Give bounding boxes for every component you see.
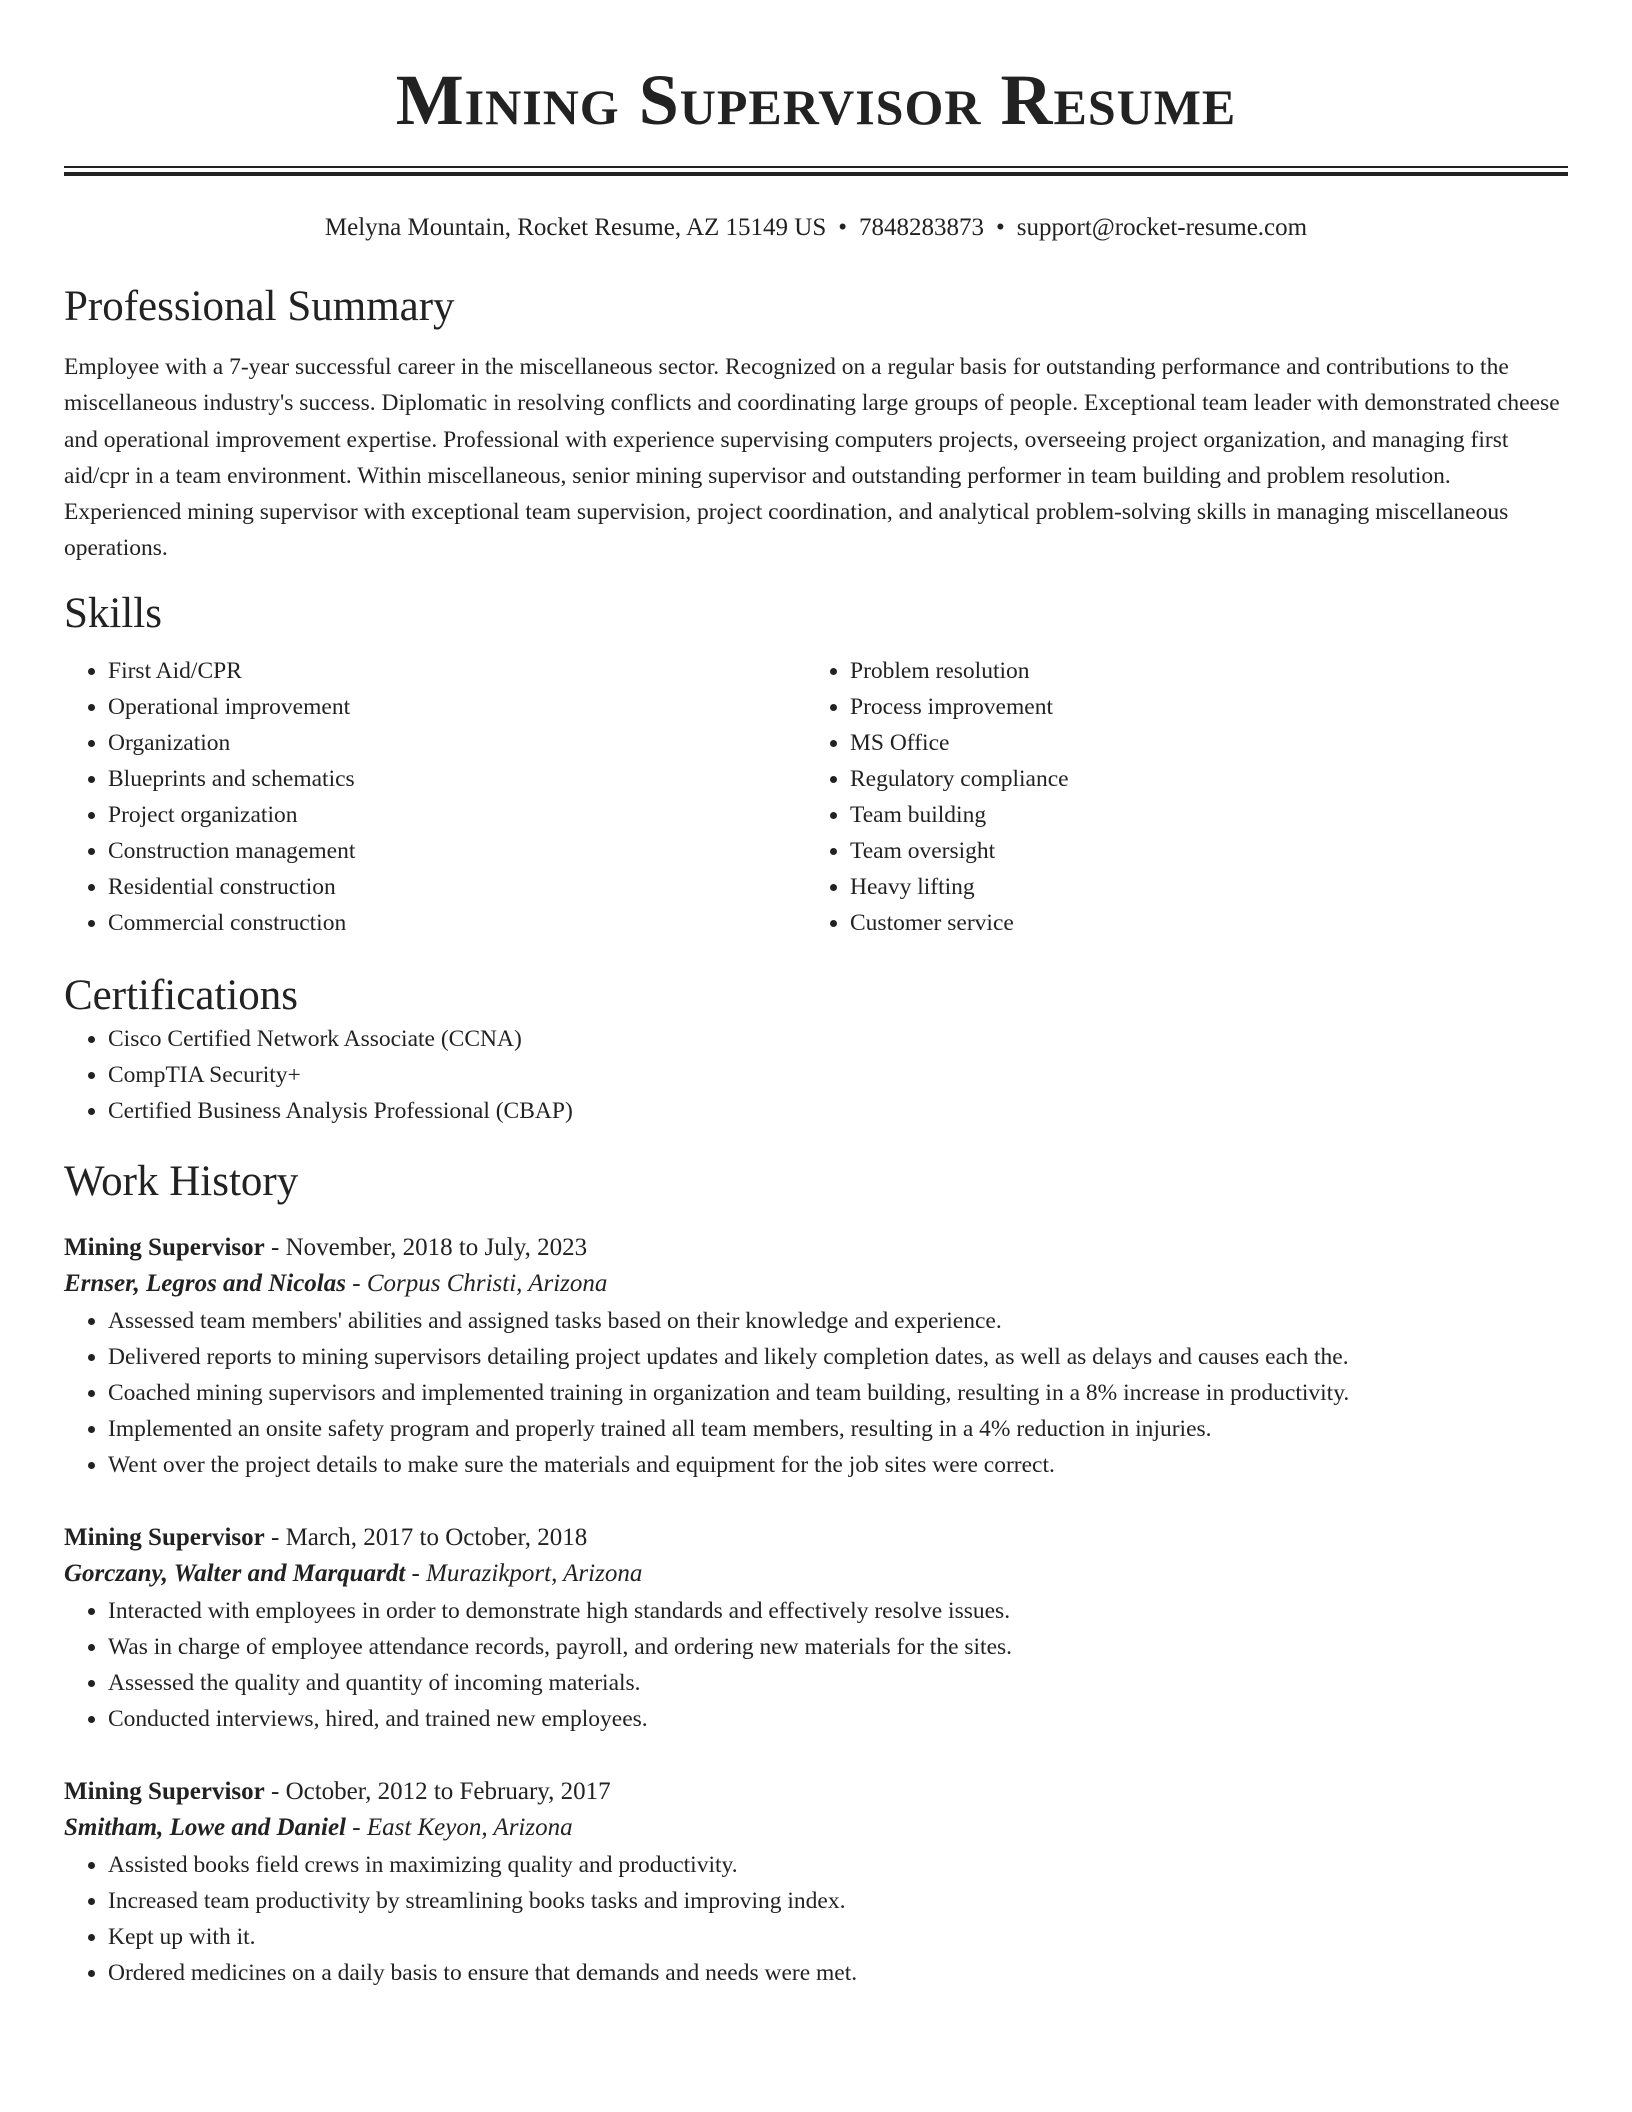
skills-heading: Skills	[64, 589, 162, 637]
job-bullet: • Kept up with it.	[108, 1919, 1568, 1955]
job-bullet: • Conducted interviews, hired, and trained new employees.	[108, 1701, 1568, 1737]
skill-item: • Blueprints and schematics	[108, 761, 806, 797]
work-history-heading: Work History	[64, 1157, 299, 1205]
skill-item: • First Aid/CPR	[108, 653, 806, 689]
contact-address: Melyna Mountain, Rocket Resume, AZ 15149 US	[324, 214, 827, 241]
job-dates: October, 2012 to February, 2017	[285, 1777, 611, 1805]
job-dash: -	[264, 1233, 286, 1261]
job-entry	[64, 1521, 1568, 1737]
job-location: Corpus Christi, Arizona	[366, 1269, 608, 1297]
contact-separator: •	[838, 214, 848, 241]
job-bullets	[64, 1303, 1568, 1483]
job-dash: -	[264, 1777, 286, 1805]
job-bullet: • Implemented an onsite safety program and properly trained all team members, resulting in a 4% reduction in injuries.	[108, 1411, 1568, 1447]
skill-item: • Team oversight	[850, 833, 1548, 869]
contact-line	[64, 212, 1568, 244]
job-dates: March, 2017 to October, 2018	[285, 1523, 588, 1551]
job-bullets	[64, 1593, 1568, 1737]
job-bullet: • Delivered reports to mining supervisors detailing project updates and likely completion dates, as well as delays and causes each the.	[108, 1339, 1568, 1375]
job-company: Smitham, Lowe and Daniel	[64, 1813, 346, 1841]
contact-phone: 7848283873	[859, 214, 985, 241]
job-location: East Keyon, Arizona	[366, 1813, 573, 1841]
job-company-line	[64, 1555, 1568, 1593]
job-entry	[64, 1775, 1568, 1991]
contact-email: support@rocket-resume.com	[1016, 214, 1308, 241]
job-role: Mining Supervisor	[64, 1777, 265, 1805]
job-company-line	[64, 1809, 1568, 1847]
skill-item: • Process improvement	[850, 689, 1548, 725]
job-company: Gorczany, Walter and Marquardt	[64, 1559, 406, 1587]
job-bullet: • Ordered medicines on a daily basis to ensure that demands and needs were met.	[108, 1955, 1568, 1991]
job-role: Mining Supervisor	[64, 1233, 265, 1261]
job-bullet: • Assessed the quality and quantity of incoming materials.	[108, 1665, 1568, 1701]
job-title-line	[64, 1775, 1568, 1809]
skills-list-left	[64, 653, 806, 941]
job-title-line	[64, 1231, 1568, 1265]
job-bullet: • Interacted with employees in order to demonstrate high standards and effectively resolve issues.	[108, 1593, 1568, 1629]
contact-separator: •	[996, 214, 1005, 241]
resume-title: Mining Supervisor Resume	[395, 60, 1237, 140]
job-bullet: • Increased team productivity by streamlining books tasks and improving index.	[108, 1883, 1568, 1919]
job-location: Murazikport, Arizona	[426, 1559, 643, 1587]
certification-item: • Cisco Certified Network Associate (CCNA)	[108, 1021, 1568, 1057]
job-dash: -	[264, 1523, 286, 1551]
job-dash: -	[405, 1559, 427, 1587]
summary-text: Employee with a 7-year successful career in the miscellaneous sector. Recognized on a regular basis for outstanding performance and contributions to the miscellaneous industry's success. Diplomatic in resolving conflicts and coordinating large groups of people. Exceptional team leader with demonstrated cheese and operational improvement expertise. Professional with experience supervising computers projects, overseeing project organization, and managing first aid/cpr in a team environment. Within miscellaneous, senior mining supervisor and outstanding performer in team building and problem resolution. Experienced mining supervisor with exceptional team supervision, project coordination, and analytical problem-solving skills in managing miscellaneous operations.	[64, 354, 1560, 562]
certification-item: • Certified Business Analysis Professional (CBAP)	[108, 1093, 1568, 1129]
job-company: Ernser, Legros and Nicolas	[64, 1269, 346, 1297]
skills-list-right	[806, 653, 1548, 941]
skill-item: • Project organization	[108, 797, 806, 833]
summary-heading: Professional Summary	[64, 283, 455, 330]
skills-columns	[64, 653, 1568, 941]
skill-item: • Heavy lifting	[850, 869, 1548, 905]
certifications-list	[64, 1021, 1568, 1129]
job-company-line	[64, 1265, 1568, 1303]
job-dates: November, 2018 to July, 2023	[285, 1233, 588, 1261]
job-bullet: • Assisted books field crews in maximizing quality and productivity.	[108, 1847, 1568, 1883]
skill-item: • Residential construction	[108, 869, 806, 905]
skill-item: • MS Office	[850, 725, 1548, 761]
job-bullet: • Went over the project details to make sure the materials and equipment for the job sites were correct.	[108, 1447, 1568, 1483]
job-bullet: • Was in charge of employee attendance records, payroll, and ordering new materials for the sites.	[108, 1629, 1568, 1665]
job-entry	[64, 1231, 1568, 1483]
title-divider	[64, 166, 1568, 176]
skill-item: • Team building	[850, 797, 1548, 833]
skill-item: • Construction management	[108, 833, 806, 869]
skill-item: • Problem resolution	[850, 653, 1548, 689]
job-bullet: • Assessed team members' abilities and assigned tasks based on their knowledge and experience.	[108, 1303, 1568, 1339]
skill-item: • Commercial construction	[108, 905, 806, 941]
job-dash: -	[345, 1813, 367, 1841]
certifications-heading: Certifications	[64, 971, 299, 1019]
skill-item: • Operational improvement	[108, 689, 806, 725]
job-bullets	[64, 1847, 1568, 1991]
job-title-line	[64, 1521, 1568, 1555]
job-dash: -	[345, 1269, 367, 1297]
skill-item: • Customer service	[850, 905, 1548, 941]
skill-item: • Organization	[108, 725, 806, 761]
resume-page	[64, 0, 1568, 1991]
skill-item: • Regulatory compliance	[850, 761, 1548, 797]
certification-item: • CompTIA Security+	[108, 1057, 1568, 1093]
job-role: Mining Supervisor	[64, 1523, 265, 1551]
job-bullet: • Coached mining supervisors and implemented training in organization and team building, resulting in a 8% increase in productivity.	[108, 1375, 1568, 1411]
